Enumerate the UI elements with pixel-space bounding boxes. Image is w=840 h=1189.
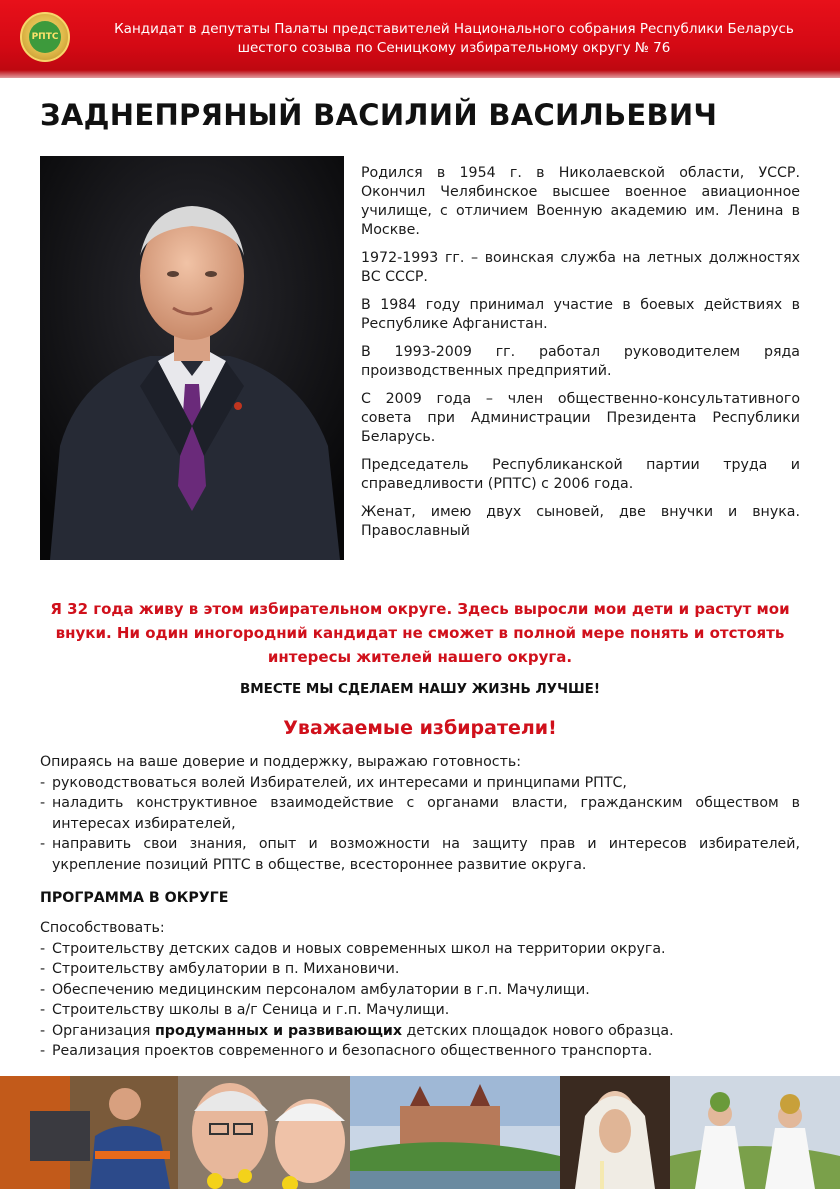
appeal-item: - наладить конструктивное взаимодействие с органами власти, гражданским обществом в интересах избирателей, <box>40 793 800 834</box>
workers-photo <box>0 1076 178 1189</box>
festival-photo <box>670 1076 840 1189</box>
bio-paragraph: 1972-1993 гг. – воинская служба на летных должностях ВС СССР. <box>361 250 800 285</box>
bio-paragraph: В 1993-2009 гг. работал руководителем ряда производственных предприятий. <box>361 344 800 379</box>
program-item: - Реализация проектов современного и безопасного общественного транспорта. <box>40 1041 800 1062</box>
bio-paragraph: Родился в 1954 г. в Николаевской области, УССР. Окончил Челябинское высшее военное авиационное училище, с отличием Военную академию им. Ленина в Москве. <box>361 165 800 238</box>
program-item <box>40 1021 800 1042</box>
party-logo-text: РПТС <box>29 21 61 53</box>
slogan: ВМЕСТЕ МЫ СДЕЛАЕМ НАШУ ЖИЗНЬ ЛУЧШЕ! <box>239 681 601 697</box>
appeal-title: Уважаемые избиратели! <box>283 717 557 739</box>
church-photo <box>560 1076 670 1189</box>
program-item-prefix: Организация <box>52 1022 151 1039</box>
biography <box>361 164 800 550</box>
appeal-item: - направить свои знания, опыт и возможности на защиту прав и интересов избирателей, укрепление позиций РПТС в обществе, всестороннее развитие округа. <box>40 834 800 875</box>
header-banner <box>0 0 840 78</box>
candidate-name: ЗАДНЕПРЯНЫЙ ВАСИЛИЙ ВАСИЛЬЕВИЧ <box>40 98 718 132</box>
header-title <box>88 20 820 58</box>
program-item: - Строительству детских садов и новых современных школ на территории округа. <box>40 939 800 960</box>
program-item-suffix: детских площадок нового образца. <box>406 1022 674 1039</box>
header-title-line1: Кандидат в депутаты Палаты представителей Национального собрания Республики Беларусь <box>114 21 794 37</box>
program-intro: Способствовать: <box>40 920 165 936</box>
program-item: - Обеспечению медицинским персоналом амбулатории в г.п. Мачулищи. <box>40 980 800 1001</box>
appeal-section <box>40 752 800 875</box>
header-title-line2: шестого созыва по Сеницкому избирательному округу № 76 <box>237 40 671 56</box>
bio-paragraph: В 1984 году принимал участие в боевых действиях в Республике Афганистан. <box>361 297 800 332</box>
bio-paragraph: Председатель Республиканской партии труда и справедливости (РПТС) с 2006 года. <box>361 457 800 492</box>
elderly-couple-photo <box>178 1076 350 1189</box>
appeal-item: - руководствоваться волей Избирателей, их интересами и принципами РПТС, <box>40 773 800 794</box>
program-list <box>40 939 800 1062</box>
castle-photo <box>350 1076 560 1189</box>
candidate-quote: Я 32 года живу в этом избирательном округе. Здесь выросли мои дети и растут мои внуки. Ни один иногородний кандидат не сможет в полной мере понять и отстоять интересы жителей нашего округа. <box>50 600 790 666</box>
bio-paragraph: С 2009 года – член общественно-консультативного совета при Администрации Президента Республики Беларусь. <box>361 391 800 445</box>
program-item: - Строительству школы в а/г Сеница и г.п. Мачулищи. <box>40 1000 800 1021</box>
program-section <box>40 918 800 1062</box>
party-logo <box>20 12 70 62</box>
appeal-list <box>40 773 800 876</box>
bio-paragraph: Женат, имею двух сыновей, две внучки и внука. Православный <box>361 504 800 539</box>
program-item-bold: продуманных и развивающих <box>154 1022 402 1039</box>
appeal-intro: Опираясь на ваше доверие и поддержку, выражаю готовность: <box>40 754 521 770</box>
program-title: ПРОГРАММА В ОКРУГЕ <box>40 890 229 906</box>
program-item: - Строительству амбулатории в п. Михановичи. <box>40 959 800 980</box>
photo-strip <box>0 1076 840 1189</box>
candidate-photo <box>40 156 344 560</box>
